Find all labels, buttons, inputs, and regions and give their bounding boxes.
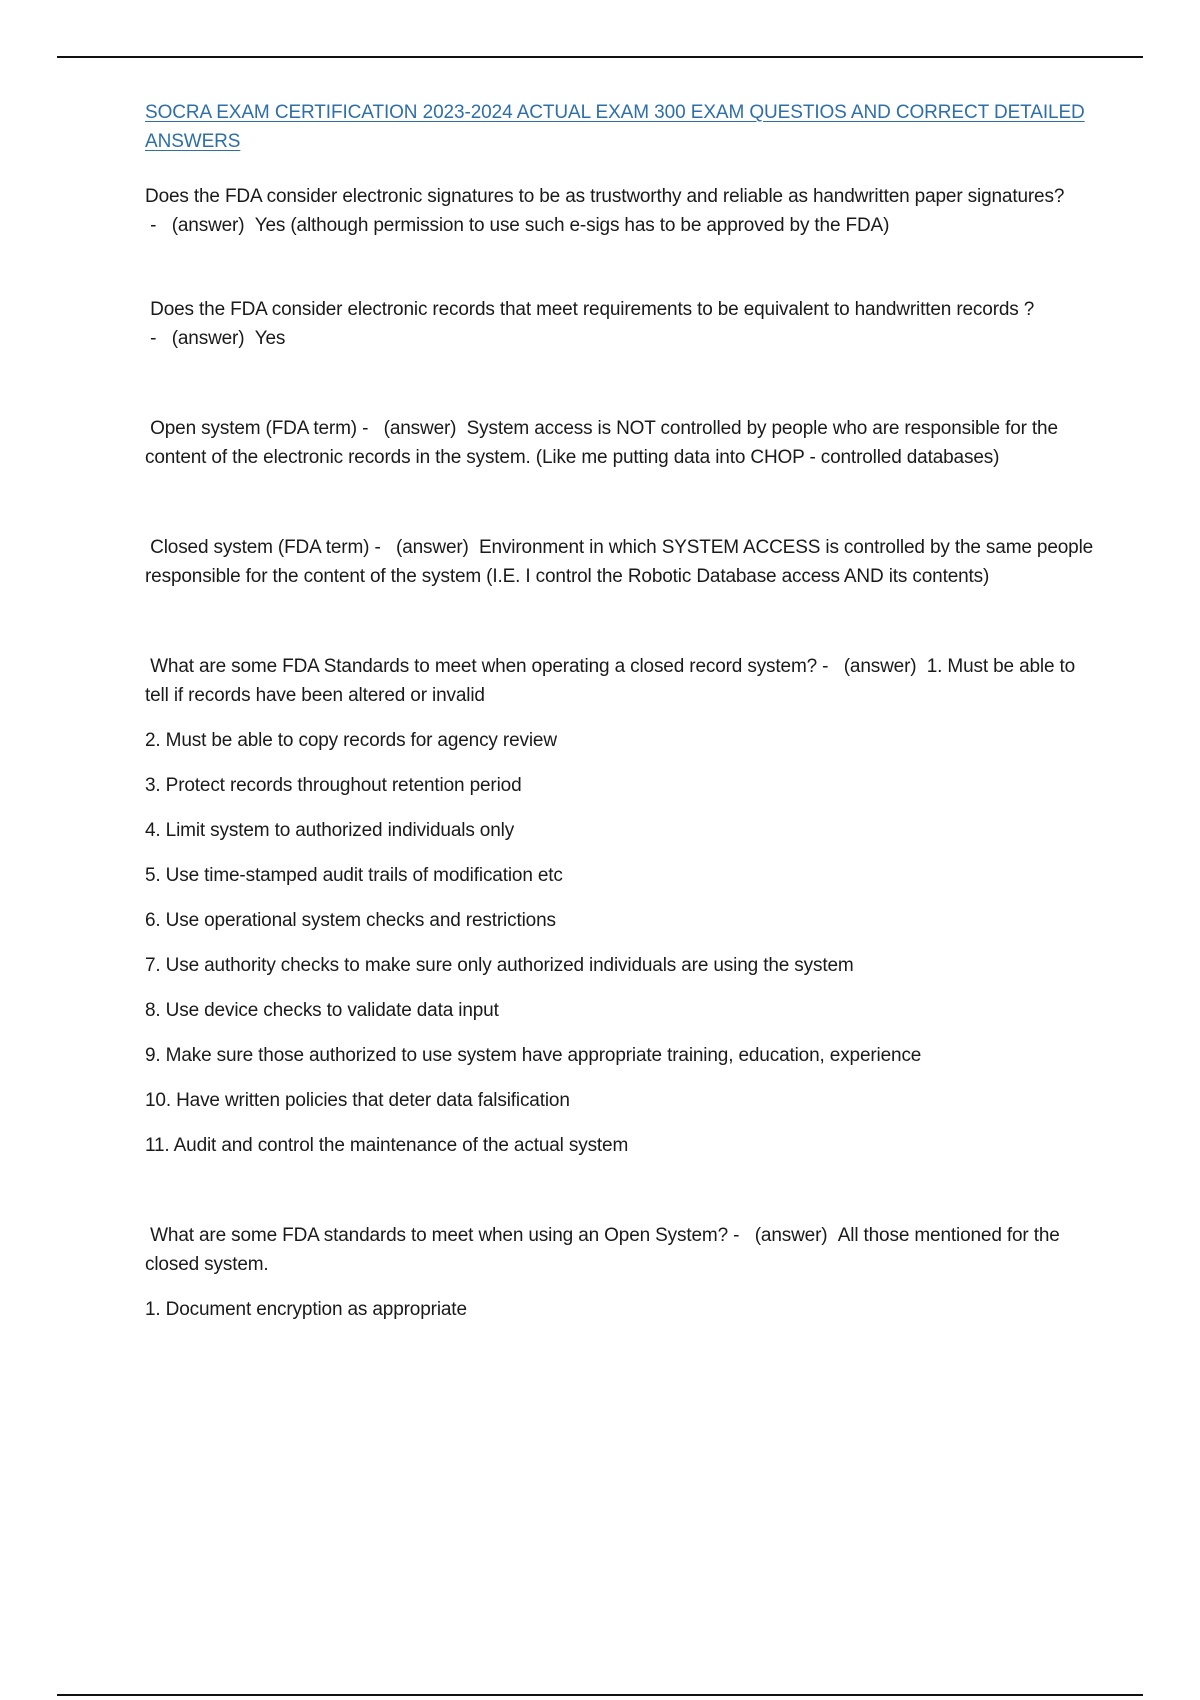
list-item: 6. Use operational system checks and restrictions <box>145 910 556 931</box>
qa-item <box>145 1221 1095 1279</box>
spacer <box>145 472 1095 533</box>
bottom-rule <box>57 1694 1143 1696</box>
top-rule <box>57 56 1143 58</box>
separator: - <box>145 215 172 236</box>
spacer <box>145 1160 1095 1221</box>
answer-text: Yes <box>254 328 286 349</box>
list-item: 2. Must be able to copy records for agency review <box>145 730 557 751</box>
answer-tag: (answer) <box>843 656 917 677</box>
answer-tag: (answer) <box>171 215 245 236</box>
list-item: 3. Protect records throughout retention period <box>145 775 522 796</box>
spacer <box>145 591 1095 652</box>
separator: - <box>145 328 172 349</box>
answer-tag: (answer) <box>396 537 469 558</box>
answer-text: System access is NOT controlled by people who are responsible for the content of the electronic records in the system. (Like me putting data into CHOP - controlled databases) <box>145 418 1058 468</box>
answer-text: 1. Must be able to tell if records have been altered or invalid <box>145 656 1076 706</box>
list-item: 11. Audit and control the maintenance of the actual system <box>145 1135 629 1156</box>
qa-item <box>145 652 1095 710</box>
separator: - <box>728 1225 755 1246</box>
answer-tag: (answer) <box>383 418 457 439</box>
list-item: 10. Have written policies that deter data falsification <box>145 1090 570 1111</box>
open-system-standards-list <box>145 1295 1095 1324</box>
spacer <box>145 353 1095 414</box>
list-item: 7. Use authority checks to make sure only authorized individuals are using the system <box>145 955 854 976</box>
closed-system-standards-list <box>145 726 1095 1160</box>
qa-item <box>145 295 1095 353</box>
list-item: 5. Use time-stamped audit trails of modification etc <box>145 865 563 886</box>
question-text: Open system (FDA term) <box>145 418 357 439</box>
list-item: 8. Use device checks to validate data input <box>145 1000 499 1021</box>
list-item: 1. Document encryption as appropriate <box>145 1299 467 1320</box>
list-item: 4. Limit system to authorized individuals only <box>145 820 515 841</box>
list-item: 9. Make sure those authorized to use system have appropriate training, education, experience <box>145 1045 922 1066</box>
question-text: What are some FDA Standards to meet when operating a closed record system? <box>145 656 818 677</box>
qa-item <box>145 414 1095 472</box>
answer-tag: (answer) <box>754 1225 828 1246</box>
question-text: Does the FDA consider electronic records that meet requirements to be equivalent to handwritten records ? <box>145 299 1035 320</box>
question-text: Closed system (FDA term) <box>145 537 370 558</box>
qa-item <box>145 533 1095 591</box>
separator: - <box>356 418 384 439</box>
page-content <box>145 98 1095 1324</box>
answer-text: All those mentioned for the closed system. <box>145 1225 1060 1275</box>
answer-tag: (answer) <box>171 328 245 349</box>
answer-text: Environment in which SYSTEM ACCESS is controlled by the same people responsible for the content of the system (I.E. I control the Robotic Database access AND its contents) <box>145 537 1094 587</box>
answer-text: Yes (although permission to use such e-sigs has to be approved by the FDA) <box>254 215 890 236</box>
separator: - <box>817 656 844 677</box>
question-text: What are some FDA standards to meet when using an Open System? <box>145 1225 729 1246</box>
qa-item <box>145 182 1095 240</box>
document-title[interactable]: SOCRA EXAM CERTIFICATION 2023-2024 ACTUAL EXAM 300 EXAM QUESTIOS AND CORRECT DETAILED ANSWERS <box>145 102 1085 152</box>
spacer <box>145 240 1095 295</box>
separator: - <box>369 537 397 558</box>
question-text: Does the FDA consider electronic signatures to be as trustworthy and reliable as handwritten paper signatures? <box>145 186 1065 207</box>
